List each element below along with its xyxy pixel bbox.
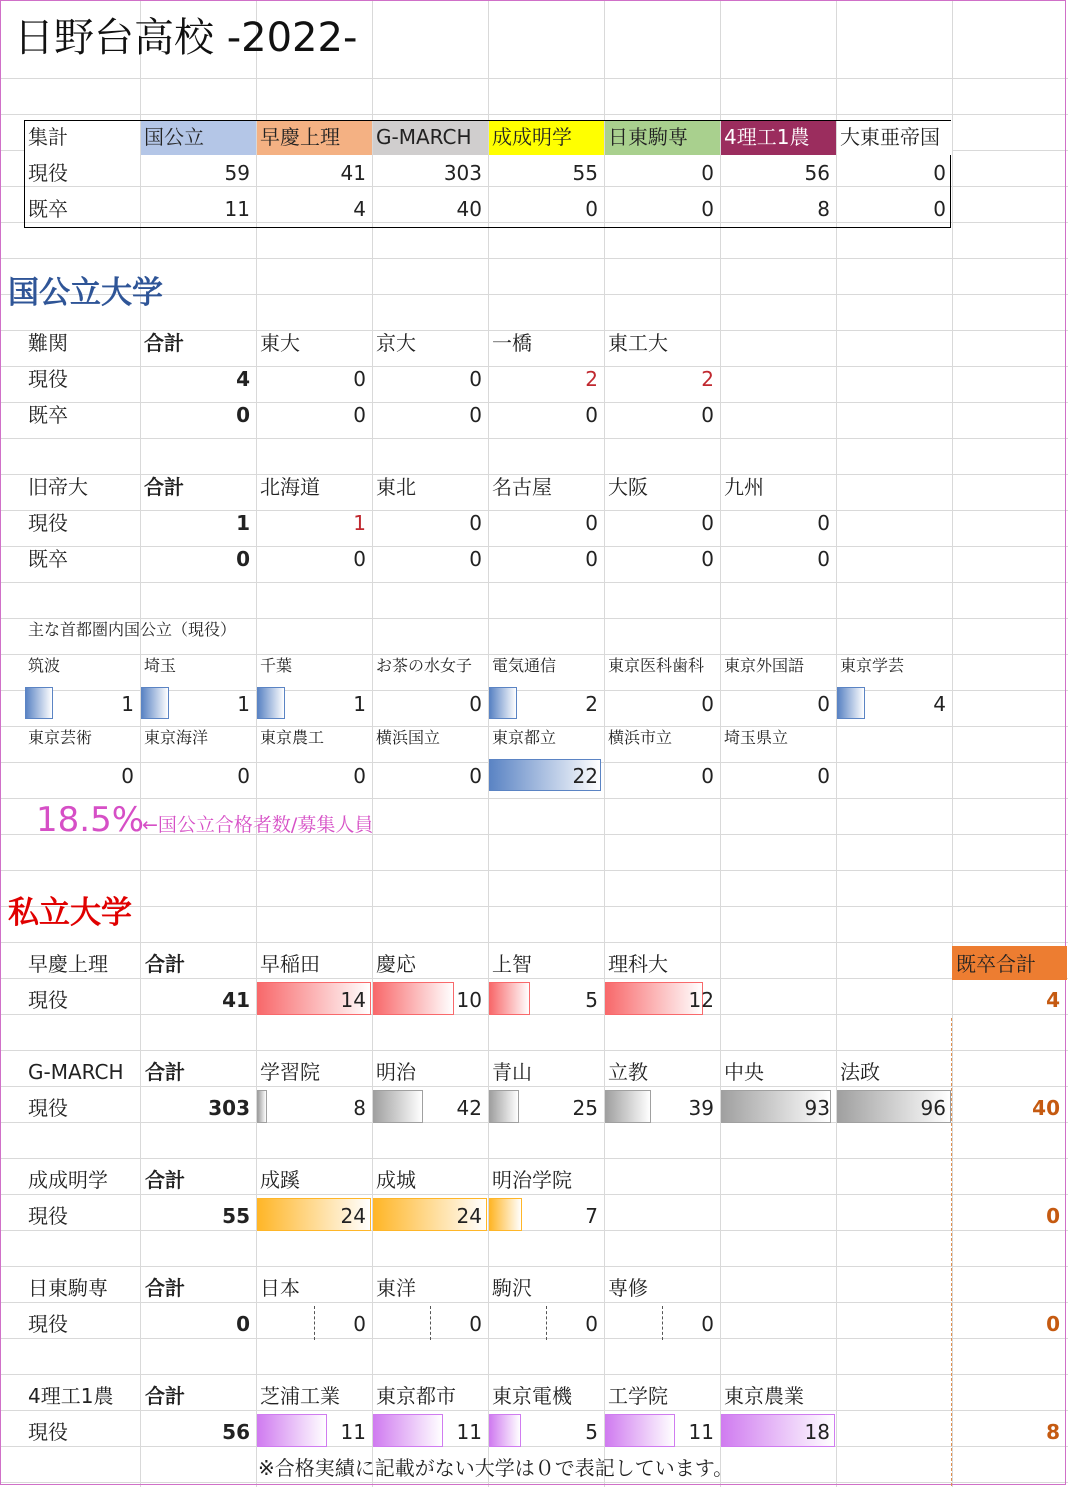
kyutei-cell: 0 [817,547,830,571]
shuto-value: 0 [469,692,482,716]
nanikan-header-0: 難関 [28,331,68,355]
shuto-uni-name: 東京学芸 [840,656,905,675]
shuto-uni-name: 東京都立 [492,728,557,747]
nanikan-header-3: 京大 [376,331,416,355]
summary-header-6: 4理工1農 [724,125,810,149]
private-total: 55 [222,1204,250,1228]
nanikan-row-label: 既卒 [28,403,68,427]
summary-cell: 0 [585,197,598,221]
summary-cell: 59 [224,161,250,185]
shuto-uni-name: 筑波 [28,656,61,675]
nanikan-cell: 0 [353,367,366,391]
private-uni-name: 東洋 [376,1276,416,1300]
summary-header-0: 集計 [28,125,68,149]
private-row-label: 現役 [28,1420,68,1444]
private-value: 0 [469,1312,482,1336]
kyutei-header-6: 九州 [724,475,764,499]
kyutei-cell: 1 [353,511,366,535]
private-total-header: 合計 [145,1168,185,1192]
kyutei-header-2: 北海道 [260,475,320,499]
private-uni-name: 学習院 [260,1060,320,1084]
acceptance-rate: 18.5% [36,800,145,840]
summary-cell: 0 [701,161,714,185]
summary-cell: 0 [933,161,946,185]
private-value: 11 [456,1420,482,1444]
private-group-name: 日東駒専 [28,1276,108,1300]
private-total: 303 [208,1096,250,1120]
shuto-value: 1 [237,692,250,716]
private-value: 7 [585,1204,598,1228]
summary-cell: 41 [340,161,366,185]
kisotsu-value: 40 [1032,1096,1060,1120]
footnote: ※合格実績に記載がない大学は０で表記しています。 [258,1456,734,1480]
private-uni-name: 法政 [840,1060,880,1084]
shuto-uni-name: 電気通信 [492,656,557,675]
summary-row-label: 現役 [28,161,68,185]
private-value: 24 [456,1204,482,1228]
private-value: 18 [804,1420,830,1444]
private-uni-name: 立教 [608,1060,648,1084]
page-title: 日野台高校 -2022- [14,15,358,61]
private-uni-name: 明治学院 [492,1168,572,1192]
kyutei-cell: 0 [469,547,482,571]
shuto-value: 0 [817,692,830,716]
private-row-label: 現役 [28,1312,68,1336]
shuto-uni-name: 埼玉県立 [724,728,789,747]
shuto-uni-name: 横浜国立 [376,728,441,747]
kyutei-row-label: 現役 [28,511,68,535]
kyutei-header-1: 合計 [144,475,184,499]
private-row-label: 現役 [28,1096,68,1120]
summary-cell: 56 [804,161,830,185]
private-uni-name: 成城 [376,1168,416,1192]
private-section-title: 私立大学 [8,895,132,931]
private-group-name: 4理工1農 [28,1384,114,1408]
shuto-uni-name: 埼玉 [144,656,177,675]
kyutei-header-3: 東北 [376,475,416,499]
private-row-label: 現役 [28,1204,68,1228]
private-uni-name: 中央 [724,1060,764,1084]
kyutei-total: 1 [236,511,250,535]
shuto-uni-name: 横浜市立 [608,728,673,747]
private-total-header: 合計 [145,952,185,976]
private-value: 14 [340,988,366,1012]
private-value: 93 [804,1096,830,1120]
nanikan-total: 0 [236,403,250,427]
private-value: 0 [585,1312,598,1336]
private-value: 96 [920,1096,946,1120]
private-uni-name: 成蹊 [260,1168,300,1192]
private-uni-name: 日本 [260,1276,300,1300]
kisotsu-value: 8 [1046,1420,1060,1444]
kisotsu-column-divider [951,1018,952,1486]
shuto-value: 0 [353,764,366,788]
kisotsu-value: 0 [1046,1312,1060,1336]
private-uni-name: 工学院 [608,1384,668,1408]
summary-header-5: 日東駒専 [608,125,688,149]
private-row-label: 現役 [28,988,68,1012]
private-total: 0 [236,1312,250,1336]
shuto-value: 0 [121,764,134,788]
private-value: 11 [340,1420,366,1444]
shuto-uni-name: お茶の水女子 [376,656,473,675]
private-uni-name: 東京電機 [492,1384,572,1408]
private-value: 10 [456,988,482,1012]
shuto-value: 0 [237,764,250,788]
summary-cell: 0 [701,197,714,221]
private-value: 0 [353,1312,366,1336]
private-uni-name: 東京農業 [724,1384,804,1408]
private-uni-name: 青山 [492,1060,532,1084]
shuto-value: 1 [353,692,366,716]
summary-header-1: 国公立 [144,125,204,149]
summary-cell: 8 [817,197,830,221]
shuto-uni-name: 東京農工 [260,728,325,747]
summary-cell: 55 [572,161,598,185]
private-uni-name: 駒沢 [492,1276,532,1300]
private-group-name: 成成明学 [28,1168,108,1192]
private-value: 5 [585,1420,598,1444]
kyutei-header-4: 名古屋 [492,475,552,499]
kyutei-cell: 0 [585,511,598,535]
summary-header-3: G-MARCH [376,125,472,149]
kyutei-cell: 0 [701,547,714,571]
shuto-value: 0 [817,764,830,788]
nanikan-total: 4 [236,367,250,391]
private-value: 0 [701,1312,714,1336]
kisotsu-header: 既卒合計 [956,952,1036,976]
private-total: 56 [222,1420,250,1444]
summary-header-4: 成成明学 [492,125,572,149]
kyutei-cell: 0 [817,511,830,535]
kyutei-header-0: 旧帝大 [28,475,88,499]
summary-cell: 4 [353,197,366,221]
kyutei-row-label: 既卒 [28,547,68,571]
summary-cell: 40 [456,197,482,221]
acceptance-rate-note: ←国公立合格者数/募集人員 [142,814,374,836]
kyutei-cell: 0 [701,511,714,535]
kyutei-cell: 0 [469,511,482,535]
kyutei-total: 0 [236,547,250,571]
nanikan-cell: 2 [585,367,598,391]
private-uni-name: 早稲田 [260,952,320,976]
shuto-value: 4 [933,692,946,716]
shuto-uni-name: 千葉 [260,656,293,675]
private-uni-name: 専修 [608,1276,648,1300]
kyutei-cell: 0 [353,547,366,571]
shuto-value: 2 [585,692,598,716]
private-uni-name: 明治 [376,1060,416,1084]
nanikan-cell: 0 [701,403,714,427]
private-uni-name: 上智 [492,952,532,976]
summary-cell: 0 [933,197,946,221]
summary-cell: 303 [443,161,482,185]
nanikan-cell: 2 [701,367,714,391]
shuto-value: 0 [469,764,482,788]
shuto-caption: 主な首都圏内国公立（現役） [28,620,237,639]
kisotsu-value: 4 [1046,988,1060,1012]
nanikan-header-1: 合計 [144,331,184,355]
shuto-uni-name: 東京外国語 [724,656,805,675]
summary-cell: 11 [224,197,250,221]
private-value: 12 [688,988,714,1012]
shuto-value: 22 [572,764,598,788]
private-total-header: 合計 [145,1276,185,1300]
nanikan-cell: 0 [469,403,482,427]
kyutei-cell: 0 [585,547,598,571]
private-group-name: 早慶上理 [28,952,108,976]
nanikan-cell: 0 [469,367,482,391]
private-uni-name: 慶応 [376,952,416,976]
summary-header-2: 早慶上理 [260,125,340,149]
private-value: 42 [456,1096,482,1120]
nanikan-header-2: 東大 [260,331,300,355]
summary-header-7: 大東亜帝国 [840,125,940,149]
private-total-header: 合計 [145,1384,185,1408]
private-value: 11 [688,1420,714,1444]
nanikan-cell: 0 [585,403,598,427]
shuto-value: 0 [701,764,714,788]
nanikan-header-4: 一橋 [492,331,532,355]
private-value: 25 [572,1096,598,1120]
private-uni-name: 東京都市 [376,1384,456,1408]
private-group-name: G-MARCH [28,1060,124,1084]
nanikan-cell: 0 [353,403,366,427]
private-total: 41 [222,988,250,1012]
private-value: 8 [353,1096,366,1120]
nanikan-header-5: 東工大 [608,331,668,355]
private-value: 24 [340,1204,366,1228]
nanikan-row-label: 現役 [28,367,68,391]
shuto-uni-name: 東京海洋 [144,728,209,747]
private-value: 39 [688,1096,714,1120]
kyutei-header-5: 大阪 [608,475,648,499]
shuto-uni-name: 東京医科歯科 [608,656,705,675]
private-uni-name: 理科大 [608,952,668,976]
private-value: 5 [585,988,598,1012]
shuto-value: 0 [701,692,714,716]
national-section-title: 国公立大学 [8,275,163,311]
shuto-value: 1 [121,692,134,716]
private-total-header: 合計 [145,1060,185,1084]
shuto-uni-name: 東京芸術 [28,728,93,747]
summary-row-label: 既卒 [28,197,68,221]
private-uni-name: 芝浦工業 [260,1384,340,1408]
kisotsu-value: 0 [1046,1204,1060,1228]
